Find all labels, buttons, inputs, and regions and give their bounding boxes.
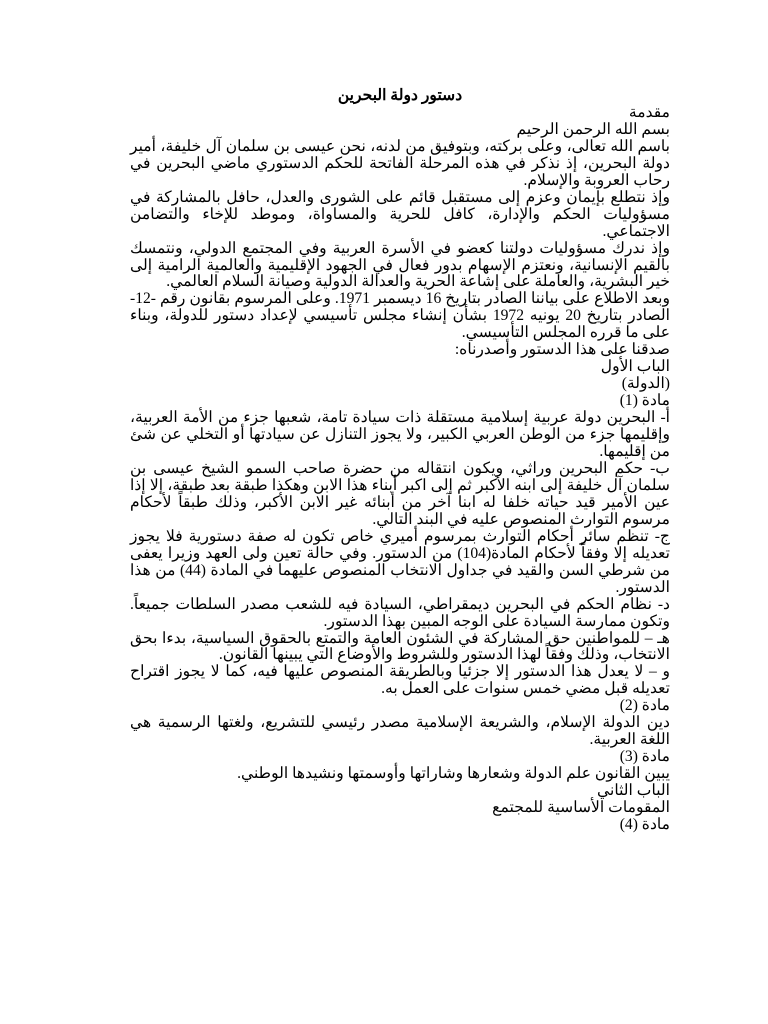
article-clause: هـ – للمواطنين حق المشاركة في الشئون العامة والتمتع بالحقوق السياسية، بدءا بحق الانتخاب، وذلك وفقاً لهذا الدستور وللشروط والأوضاع التي يبينها القانون. (130, 629, 670, 664)
preamble-paragraph: وإذ نتطلع بإيمان وعزم إلى مستقبل قائم على الشورى والعدل، حافل بالمشاركة في مسؤوليات الحكم والإدارة، كافل للحرية والمساواة، وموطد للإخاء والتضامن الاجتماعي. (130, 188, 670, 240)
promulgation-text: صدقنا على هذا الدستور وأصدرناه: (454, 341, 670, 359)
article-clause: و – لا يعدل هذا الدستور إلا جزئيا وبالطريقة المنصوص عليها فيه، كما لا يجوز اقتراح تعديله قبل مضي خمس سنوات على العمل به. (130, 663, 670, 698)
chapter-subtitle: المقومات الأساسية للمجتمع (492, 799, 670, 817)
chapter-heading: الباب الثاني (597, 782, 670, 800)
article-heading: مادة (1) (619, 392, 670, 410)
article-text: يبين القانون علم الدولة وشعارها وشاراتها وأوسمتها ونشيدها الوطني. (237, 765, 670, 783)
preamble-paragraph: باسم الله تعالى، وعلى بركته، وبتوفيق من لدنه، نحن عيسى بن سلمان آل خليفة، أمير دولة البحرين، إذ نذكر في هذه المرحلة الفاتحة للحكم الدستوري ماضي البحرين في رحاب العروبة والإسلام. (130, 137, 670, 189)
preamble-paragraph: وإذ ندرك مسؤوليات دولتنا كعضو في الأسرة العربية وفي المجتمع الدولي، ونتمسك بالقيم الإنسانية، ونعتزم الإسهام بدور فعال في الجهود الإقليمية والعالمية الرامية إلى خير البشرية، والعاملة على إشاعة الحرية والعدالة الدولية وصيانة السلام العالمي. (130, 239, 670, 291)
chapter-subtitle: (الدولة) (621, 375, 670, 393)
preamble-paragraph: وبعد الاطلاع على بياننا الصادر بتاريخ 16 ديسمبر 1971. وعلى المرسوم بقانون رقم -12- الصادر بتاريخ 20 يونيه 1972 بشأن إنشاء مجلس تأسيسي لإعداد دستور للدولة، وبناء على ما قرره المجلس التأسيسي. (130, 290, 671, 342)
article-text: دين الدولة الإسلام، والشريعة الإسلامية مصدر رئيسي للتشريع، ولغتها الرسمية هي اللغة العربية. (130, 714, 670, 749)
article-heading: مادة (4) (619, 815, 670, 833)
article-heading: مادة (2) (619, 697, 670, 715)
document-page (130, 88, 670, 834)
article-clause: ب- حكم البحرين وراثي، ويكون انتقاله من حضرة صاحب السمو الشيخ عيسى بن سلمان آل خليفة إلى ابنه الأكبر ثم إلى اكبر أبناء هذا الابن وهكذا طبقة بعد طبقة، إلا إذا عين الأمير قيد حياته خلفا له ابنا آخر من أبنائه غير الابن الأكبر، وذلك طبقاً لأحكام مرسوم التوارث المنصوص عليه في البند التالي. (130, 459, 670, 528)
chapter-heading: الباب الأول (600, 358, 670, 376)
article-heading: مادة (3) (619, 748, 670, 766)
article-clause: أ- البحرين دولة عربية إسلامية مستقلة ذات سيادة تامة، شعبها جزء من الأمة العربية، وإقليمها جزء من الوطن العربي الكبير، ولا يجوز التنازل عن سيادتها أو التخلي عن شئ من إقليمها. (130, 409, 670, 461)
article-clause: د- نظام الحكم في البحرين ديمقراطي، السيادة فيه للشعب مصدر السلطات جميعاً. وتكون ممارسة السيادة على الوجه المبين بهذا الدستور. (130, 595, 670, 630)
document-title: دستور دولة البحرين (337, 87, 463, 104)
basmala: بسم الله الرحمن الرحيم (516, 120, 670, 138)
intro-heading: مقدمة (628, 103, 670, 121)
article-clause: ج- تنظم سائر أحكام التوارث بمرسوم أميري خاص تكون له صفة دستورية فلا يجوز تعديله إلا وفقاً لأحكام المادة(104) من الدستور. وفي حالة تعين ولى العهد وزيرا يعفى من شرطي السن والقيد في جداول الانتخاب المنصوص عليهما في المادة (44) من هذا الدستور. (130, 527, 670, 596)
